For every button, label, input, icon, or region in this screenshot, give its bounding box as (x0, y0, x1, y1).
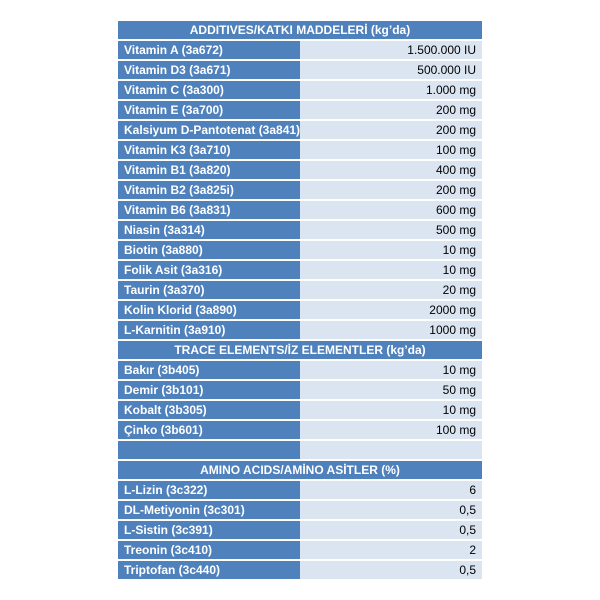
ingredient-amount: 2 (300, 541, 482, 559)
ingredient-name: Demir (3b101) (118, 381, 300, 399)
table-row (118, 201, 482, 219)
table-row (118, 221, 482, 239)
ingredient-amount: 500 mg (300, 221, 482, 239)
ingredient-amount: 200 mg (300, 121, 482, 139)
table-row (118, 241, 482, 259)
blank-row (118, 441, 482, 459)
blank-cell (118, 441, 300, 459)
table-row (118, 321, 482, 339)
ingredient-name: Çinko (3b601) (118, 421, 300, 439)
ingredient-amount: 2000 mg (300, 301, 482, 319)
ingredient-name: DL-Metiyonin (3c301) (118, 501, 300, 519)
section-header (118, 341, 482, 359)
table-row (118, 181, 482, 199)
ingredient-amount: 1000 mg (300, 321, 482, 339)
ingredient-amount: 1.000 mg (300, 81, 482, 99)
table-row (118, 281, 482, 299)
ingredient-name: Niasin (3a314) (118, 221, 300, 239)
section-title: TRACE ELEMENTS/İZ ELEMENTLER (kg’da) (118, 341, 482, 359)
ingredient-amount: 0,5 (300, 561, 482, 579)
table-row (118, 541, 482, 559)
ingredient-amount: 200 mg (300, 101, 482, 119)
ingredient-name: Triptofan (3c440) (118, 561, 300, 579)
ingredient-amount: 200 mg (300, 181, 482, 199)
ingredient-amount: 0,5 (300, 501, 482, 519)
ingredient-amount: 20 mg (300, 281, 482, 299)
ingredient-amount: 50 mg (300, 381, 482, 399)
ingredient-name: L-Lizin (3c322) (118, 481, 300, 499)
nutrition-table (118, 19, 482, 581)
ingredient-name: Vitamin B1 (3a820) (118, 161, 300, 179)
table-row (118, 481, 482, 499)
ingredient-name: Vitamin B2 (3a825i) (118, 181, 300, 199)
table-row (118, 81, 482, 99)
ingredient-name: L-Sistin (3c391) (118, 521, 300, 539)
ingredient-amount: 10 mg (300, 401, 482, 419)
table-row (118, 61, 482, 79)
table-row (118, 301, 482, 319)
section-header (118, 21, 482, 39)
ingredient-name: Folik Asit (3a316) (118, 261, 300, 279)
table-row (118, 381, 482, 399)
table-row (118, 421, 482, 439)
table-row (118, 501, 482, 519)
section-header (118, 461, 482, 479)
ingredient-amount: 1.500.000 IU (300, 41, 482, 59)
ingredient-amount: 100 mg (300, 141, 482, 159)
ingredient-name: L-Karnitin (3a910) (118, 321, 300, 339)
ingredient-amount: 400 mg (300, 161, 482, 179)
ingredient-name: Kolin Klorid (3a890) (118, 301, 300, 319)
table-row (118, 521, 482, 539)
ingredient-name: Vitamin K3 (3a710) (118, 141, 300, 159)
ingredient-name: Vitamin D3 (3a671) (118, 61, 300, 79)
ingredient-name: Treonin (3c410) (118, 541, 300, 559)
table-row (118, 161, 482, 179)
ingredient-name: Vitamin A (3a672) (118, 41, 300, 59)
ingredient-amount: 6 (300, 481, 482, 499)
ingredient-amount: 10 mg (300, 261, 482, 279)
table-row (118, 561, 482, 579)
table-row (118, 361, 482, 379)
section-title: AMINO ACIDS/AMİNO ASİTLER (%) (118, 461, 482, 479)
ingredient-amount: 0,5 (300, 521, 482, 539)
blank-cell (300, 441, 482, 459)
ingredient-name: Biotin (3a880) (118, 241, 300, 259)
ingredient-name: Kalsiyum D-Pantotenat (3a841) (118, 121, 300, 139)
ingredient-amount: 100 mg (300, 421, 482, 439)
ingredient-name: Vitamin C (3a300) (118, 81, 300, 99)
ingredient-name: Kobalt (3b305) (118, 401, 300, 419)
table-row (118, 261, 482, 279)
ingredient-amount: 600 mg (300, 201, 482, 219)
ingredient-amount: 500.000 IU (300, 61, 482, 79)
ingredient-name: Bakır (3b405) (118, 361, 300, 379)
ingredient-amount: 10 mg (300, 241, 482, 259)
table-row (118, 41, 482, 59)
ingredient-name: Taurin (3a370) (118, 281, 300, 299)
ingredient-amount: 10 mg (300, 361, 482, 379)
table-row (118, 401, 482, 419)
table-row (118, 101, 482, 119)
table-row (118, 141, 482, 159)
section-title: ADDITIVES/KATKI MADDELERİ (kg’da) (118, 21, 482, 39)
ingredient-name: Vitamin B6 (3a831) (118, 201, 300, 219)
ingredient-name: Vitamin E (3a700) (118, 101, 300, 119)
table-row (118, 121, 482, 139)
